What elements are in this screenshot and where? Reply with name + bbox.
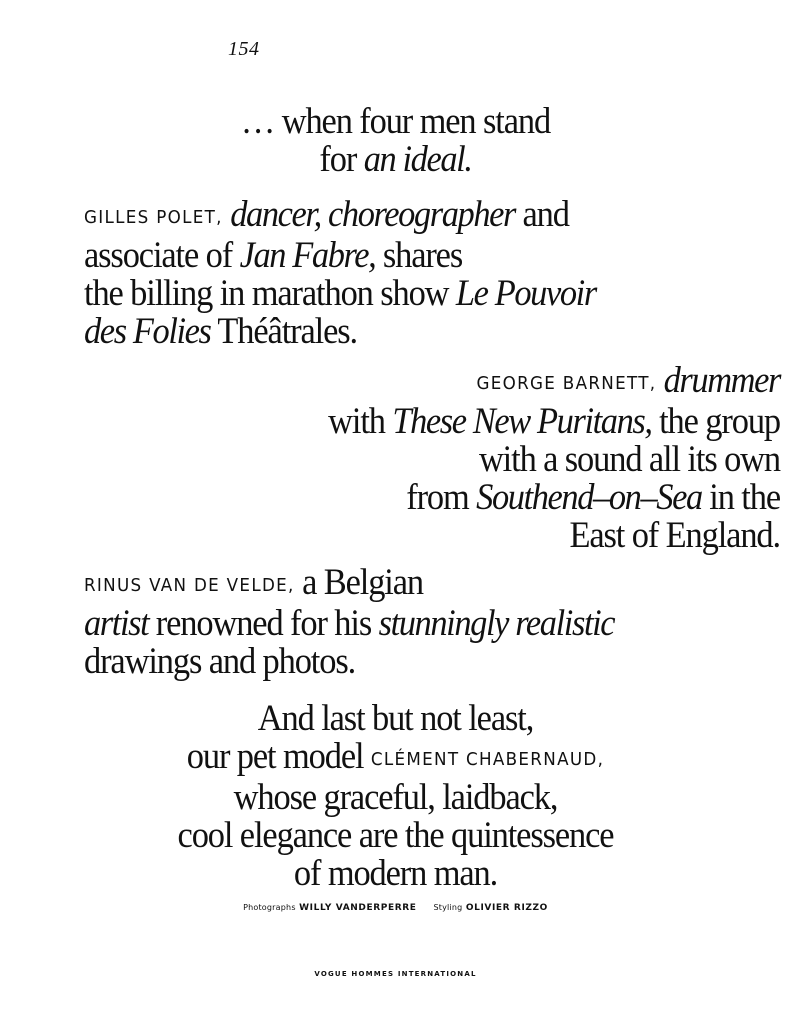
barnett-line-4 xyxy=(110,479,780,517)
velde-name: RINUS VAN DE VELDE, xyxy=(84,575,295,596)
barnett-line-1 xyxy=(110,362,780,403)
styling-label: Styling xyxy=(433,903,463,912)
intro-line-2 xyxy=(139,141,651,179)
intro-text-span: for xyxy=(319,139,364,180)
polet-role: dancer, choreographer xyxy=(230,194,516,235)
polet-line-3-text: the billing in marathon show xyxy=(84,273,456,314)
clement-line-5: of modern man. xyxy=(293,853,498,894)
intro-line-1: … when four men stand xyxy=(240,101,551,142)
barnett-line-3: with a sound all its own xyxy=(478,439,780,480)
barnett-line-2 xyxy=(110,403,780,441)
polet-line-1-text: and xyxy=(515,194,569,235)
george-barnett-paragraph xyxy=(110,362,780,555)
barnett-line-4-end: in the xyxy=(701,477,780,518)
barnett-line-5: East of England. xyxy=(569,515,780,556)
stylist-name: OLIVIER RIZZO xyxy=(465,903,548,913)
clement-line-2-text: our pet model xyxy=(186,736,371,777)
velde-line-2 xyxy=(84,605,679,643)
polet-show-title-2: des Folies xyxy=(84,311,211,352)
gilles-polet-paragraph xyxy=(84,196,679,351)
velde-artist: artist xyxy=(84,603,149,644)
rinus-van-de-velde-paragraph xyxy=(84,564,679,681)
barnett-name: GEORGE BARNETT, xyxy=(476,373,657,394)
velde-realistic: stunningly realistic xyxy=(378,603,615,644)
clement-name: CLÉMENT CHABERNAUD, xyxy=(370,749,605,770)
barnett-role: drummer xyxy=(656,360,780,401)
polet-line-2-text: associate of xyxy=(84,235,240,276)
polet-show-title-1: Le Pouvoir xyxy=(455,273,596,314)
barnett-band: These New Puritans, xyxy=(392,401,652,442)
polet-jan-fabre: Jan Fabre, xyxy=(239,235,376,276)
page-number: 154 xyxy=(228,38,260,60)
barnett-line-2-end: the group xyxy=(651,401,780,442)
magazine-footer: VOGUE HOMMES INTERNATIONAL xyxy=(314,970,477,978)
velde-line-1 xyxy=(84,564,679,605)
velde-line-3: drawings and photos. xyxy=(84,641,356,682)
polet-line-1 xyxy=(84,196,679,237)
barnett-line-4-text: from xyxy=(406,477,477,518)
velde-line-1-text: a Belgian xyxy=(294,562,423,603)
intro-italic-span: an ideal. xyxy=(363,139,472,180)
intro-text xyxy=(139,103,651,179)
polet-name: GILLES POLET, xyxy=(84,207,223,228)
polet-line-4-text: Théâtrales. xyxy=(210,311,358,352)
barnett-line-2-text: with xyxy=(328,401,393,442)
polet-line-2-end: shares xyxy=(375,235,463,276)
clement-line-3: whose graceful, laidback, xyxy=(233,777,558,818)
polet-line-2 xyxy=(84,237,679,275)
velde-line-2-text: renowned for his xyxy=(148,603,379,644)
polet-line-4 xyxy=(84,313,679,351)
polet-line-3 xyxy=(84,275,679,313)
photographer-name: WILLY VANDERPERRE xyxy=(299,903,417,913)
clement-chabernaud-paragraph xyxy=(83,700,707,893)
barnett-town: Southend–on–Sea xyxy=(476,477,702,518)
clement-line-4: cool elegance are the quintessence xyxy=(177,815,614,856)
clement-line-2 xyxy=(83,738,707,779)
clement-line-1: And last but not least, xyxy=(257,698,534,739)
photo-credits xyxy=(0,903,791,913)
photographs-label: Photographs xyxy=(243,903,296,912)
